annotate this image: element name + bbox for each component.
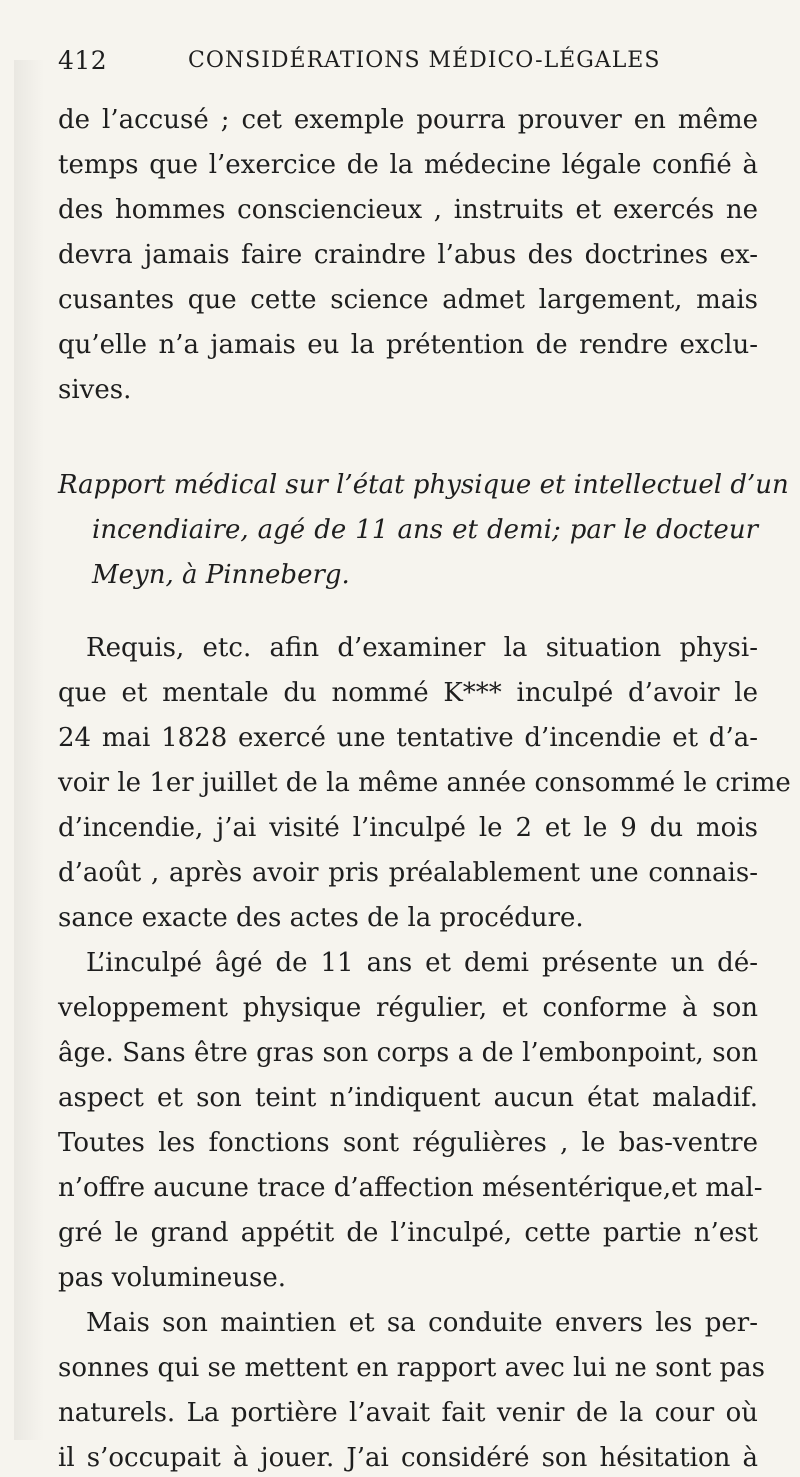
section-gap (58, 598, 758, 626)
text-line: cusantes que cette science admet largement, mais (58, 285, 758, 315)
text-line: Requis, etc. afin d’examiner la situation physi- (86, 633, 758, 663)
page-number: 412 (58, 46, 108, 75)
paragraph-3 (58, 941, 763, 1301)
page-gutter-shadow (14, 60, 44, 1440)
text-line: L’inculpé âgé de 11 ans et demi présente un dé- (86, 948, 758, 978)
text-line: des hommes consciencieux , instruits et exercés ne (58, 195, 758, 225)
text-line: d’incendie, j’ai visité l’inculpé le 2 et le 9 du mois (58, 813, 758, 843)
text-line: devra jamais faire craindre l’abus des doctrines ex- (58, 240, 758, 270)
paragraph-2 (58, 626, 791, 941)
text-line: n’offre aucune trace d’affection mésentérique,et mal- (58, 1173, 763, 1203)
paragraph-1 (58, 98, 758, 413)
text-line: qu’elle n’a jamais eu la prétention de rendre exclu- (58, 330, 758, 360)
text-line: de l’accusé ; cet exemple pourra prouver en même (58, 105, 758, 135)
section-title-line: Rapport médical sur l’état physique et intellectuel d’un (58, 470, 789, 500)
text-line: voir le 1er juillet de la même année consommé le crime (58, 768, 791, 798)
section-title-line: incendiaire, agé de 11 ans et demi; par le docteur (92, 515, 758, 545)
text-line: veloppement physique régulier, et conforme à son (58, 993, 758, 1023)
text-line: d’août , après avoir pris préalablement une connais- (58, 858, 758, 888)
text-line: temps que l’exercice de la médecine légale confié à (58, 150, 758, 180)
text-line: 24 mai 1828 exercé une tentative d’incendie et d’a- (58, 723, 758, 753)
text-line: il s’occupait à jouer. J’ai considéré son hésitation à (58, 1443, 758, 1473)
text-line: pas volumineuse. (58, 1263, 286, 1293)
body-text (58, 98, 791, 1477)
running-head: CONSIDÉRATIONS MÉDICO-LÉGALES (188, 48, 661, 73)
text-line: gré le grand appétit de l’inculpé, cette partie n’est (58, 1218, 758, 1248)
text-line: naturels. La portière l’avait fait venir de la cour où (58, 1398, 758, 1428)
text-line: sance exacte des actes de la procédure. (58, 903, 584, 933)
text-line: aspect et son teint n’indiquent aucun état maladif. (58, 1083, 758, 1113)
text-line: que et mentale du nommé K*** inculpé d’avoir le (58, 678, 758, 708)
text-line: âge. Sans être gras son corps a de l’embonpoint, son (58, 1038, 758, 1068)
section-gap (58, 413, 758, 463)
page-header (58, 42, 758, 92)
paragraph-4 (58, 1301, 766, 1477)
text-line: Toutes les fonctions sont régulières , le bas-ventre (58, 1128, 758, 1158)
text-line: sonnes qui se mettent en rapport avec lui ne sont pas (58, 1353, 766, 1383)
text-line: sives. (58, 375, 132, 405)
section-title (58, 463, 789, 598)
text-line: Mais son maintien et sa conduite envers les per- (86, 1308, 758, 1338)
section-title-line: Meyn, à Pinneberg. (92, 560, 350, 590)
